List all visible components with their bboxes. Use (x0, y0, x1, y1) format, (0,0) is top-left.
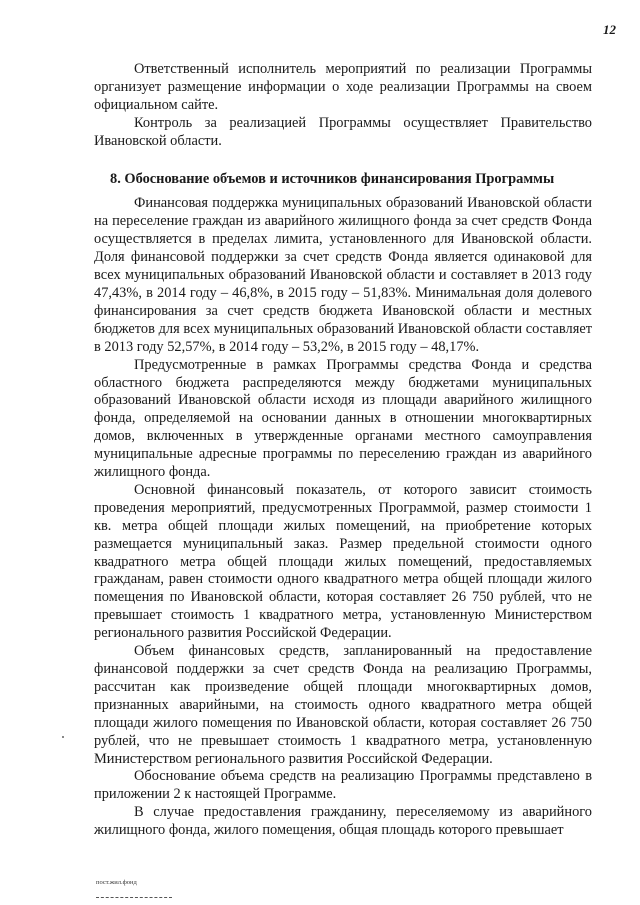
paragraph: Предусмотренные в рамках Программы средства Фонда и средства областного бюджета распределяются между бюджетами муниципальных образований Ивановской области исходя из площади аварийного жилищного фонда, определяемой на основании данных в отношении многоквартирных домов, включенных в утвержденные органами местного самоуправления муниципальные адресные программы по переселению граждан из аварийного жилищного фонда. (94, 356, 592, 481)
paragraph: В случае предоставления гражданину, переселяемому из аварийного жилищного фонда, жилого помещения, общая площадь которого превышает (94, 804, 592, 839)
footer-note: пост.жил.фонд (96, 879, 137, 886)
paragraph: Ответственный исполнитель мероприятий по реализации Программы организует размещение информации о ходе реализации Программы на своем официальном сайте. (94, 61, 592, 113)
section-heading: 8. Обоснование объемов и источников финансирования Программы (110, 170, 555, 187)
paragraph: Основной финансовый показатель, от которого зависит стоимость проведения мероприятий, предусмотренных Программой, размер стоимости 1 кв. метра общей площади жилых помещений, на приобретение которых размещается муниципальный заказ. Размер предельной стоимости одного квадратного метра общей площади жилых помещений, предоставляемых гражданам, равен стоимости одного квадратного метра общей площади жилого помещения по Ивановской области, которая составляет 26 750 рублей, что не превышает стоимость 1 квадратного метра, установленную Министерством регионального развития Российской Федерации. (94, 481, 592, 642)
footer-line (96, 897, 172, 898)
paragraph: Обоснование объема средств на реализацию Программы представлено в приложении 2 к настоящей Программе. (94, 768, 592, 803)
paragraph: Финансовая поддержка муниципальных образований Ивановской области на переселение граждан из аварийного жилищного фонда за счет средств Фонда осуществляется в пределах лимита, установленного для Ивановской области. Доля финансовой поддержки за счет средств Фонда является одинаковой для всех муниципальных образований Ивановской области и составляет в 2013 году 47,43%, в 2014 году – 46,8%, в 2015 году – 51,83%. Минимальная доля долевого финансирования за счет средств бюджета Ивановской области и местных бюджетов для всех муниципальных образований Ивановской области составляет в 2013 году 52,57%, в 2014 году – 53,2%, в 2015 году – 48,17%. (94, 195, 592, 355)
paragraph: Объем финансовых средств, запланированный на предоставление финансовой поддержки за счет средств Фонда на реализацию Программы, рассчитан как произведение общей площади многоквартирных домов, признанных аварийными, на стоимость одного квадратного метра общей площади жилого помещения по Ивановской области, которая составляет 26 750 рублей, что не превышает стоимость 1 квадратного метра, установленную Министерством регионального развития Российской Федерации. (94, 643, 592, 767)
document-body (94, 61, 592, 840)
paragraph: Контроль за реализацией Программы осуществляет Правительство Ивановской области. (94, 114, 592, 149)
scan-speck (62, 736, 64, 738)
page-number: 12 (603, 22, 616, 37)
